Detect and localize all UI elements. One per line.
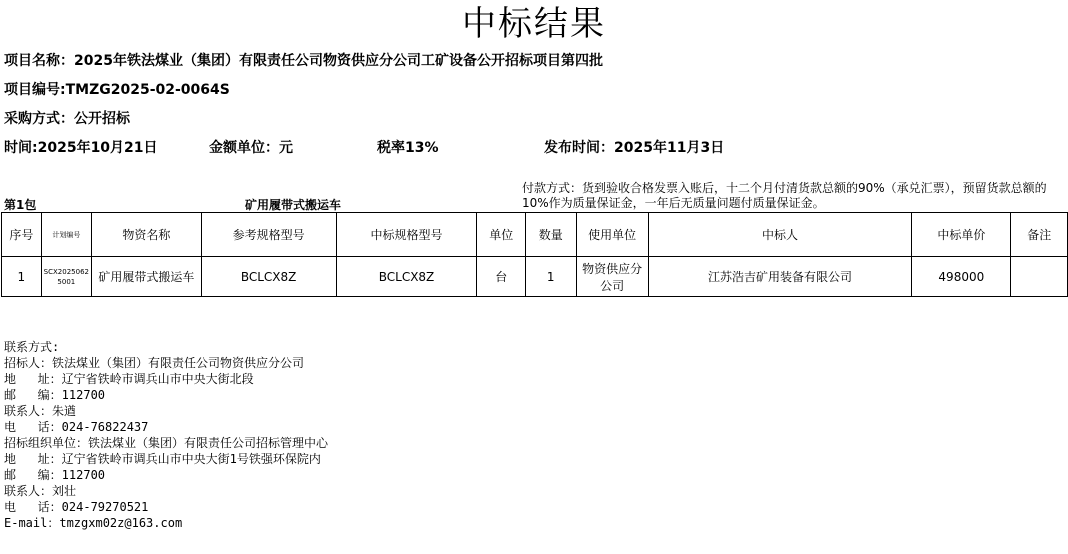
table-header-row <box>2 213 1068 257</box>
tenderer-phone: 电 话：024-76822437 <box>4 420 149 434</box>
tenderer-contact: 联系人：朱遒 <box>4 404 77 418</box>
header-quantity: 数量 <box>525 213 576 257</box>
cell-plan-no: SCX2025062 5001 <box>41 257 91 297</box>
page-title: 中标结果 <box>462 4 606 44</box>
cell-remark <box>1011 257 1068 297</box>
tax-rate: 税率13% <box>377 140 439 156</box>
result-table <box>1 212 1068 297</box>
agency-name: 招标组织单位：铁法煤业（集团）有限责任公司招标管理中心 <box>4 436 329 450</box>
cell-seq: 1 <box>2 257 42 297</box>
header-unit-price: 中标单价 <box>912 213 1011 257</box>
agency-phone: 电 话：024-79270521 <box>4 500 149 514</box>
agency-contact: 联系人：刘壮 <box>4 484 77 498</box>
header-item-name: 物资名称 <box>91 213 201 257</box>
header-remark: 备注 <box>1011 213 1068 257</box>
project-name-value: 2025年铁法煤业（集团）有限责任公司物资供应分公司工矿设备公开招标项目第四批 <box>74 53 603 69</box>
cell-unit: 台 <box>477 257 526 297</box>
header-winner: 中标人 <box>648 213 911 257</box>
agency-postcode: 邮 编：112700 <box>4 468 106 482</box>
contact-section <box>4 339 328 531</box>
cell-item-name: 矿用履带式搬运车 <box>91 257 201 297</box>
tender-time: 时间:2025年10月21日 <box>4 140 158 156</box>
package-name: 矿用履带式搬运车 <box>245 198 342 212</box>
tenderer-postcode: 邮 编：112700 <box>4 388 106 402</box>
contact-heading: 联系方式: <box>4 340 60 354</box>
project-name-line <box>4 52 603 70</box>
cell-unit-price: 498000 <box>912 257 1011 297</box>
project-name-label: 项目名称： <box>4 53 74 69</box>
table-row <box>2 257 1068 297</box>
payment-terms: 付款方式：货到验收合格发票入账后，十二个月付清货款总额的90%（承兑汇票），预留货款总额的10%作为质量保证金，一年后无质量问题付质量保证金。 <box>522 181 1047 210</box>
header-plan-no: 计划编号 <box>41 213 91 257</box>
tenderer-address: 地 址：辽宁省铁岭市调兵山市中央大街北段 <box>4 372 254 386</box>
procurement-method-value: 公开招标 <box>74 111 130 127</box>
tenderer-name: 招标人：铁法煤业（集团）有限责任公司物资供应分公司 <box>4 356 305 370</box>
procurement-method-line <box>4 110 130 128</box>
header-unit: 单位 <box>477 213 526 257</box>
project-code-line <box>4 81 230 99</box>
cell-ref-spec: BCLCX8Z <box>201 257 336 297</box>
header-ref-spec: 参考规格型号 <box>201 213 336 257</box>
project-code-label: 项目编号: <box>4 82 66 98</box>
cell-winner: 江苏浩吉矿用装备有限公司 <box>648 257 911 297</box>
procurement-method-label: 采购方式： <box>4 111 74 127</box>
publish-time: 发布时间：2025年11月3日 <box>544 140 725 156</box>
cell-win-spec: BCLCX8Z <box>336 257 477 297</box>
amount-unit: 金额单位：元 <box>209 140 293 156</box>
cell-quantity: 1 <box>525 257 576 297</box>
agency-address: 地 址：辽宁省铁岭市调兵山市中央大街1号铁强环保院内 <box>4 452 321 466</box>
header-win-spec: 中标规格型号 <box>336 213 477 257</box>
contact-email: E-mail：tmzgxm02z@163.com <box>4 516 183 530</box>
cell-user-unit: 物资供应分公司 <box>576 257 648 297</box>
header-user-unit: 使用单位 <box>576 213 648 257</box>
package-label: 第1包 <box>4 198 37 212</box>
project-code-value: TMZG2025-02-0064S <box>65 82 230 98</box>
header-seq: 序号 <box>2 213 42 257</box>
